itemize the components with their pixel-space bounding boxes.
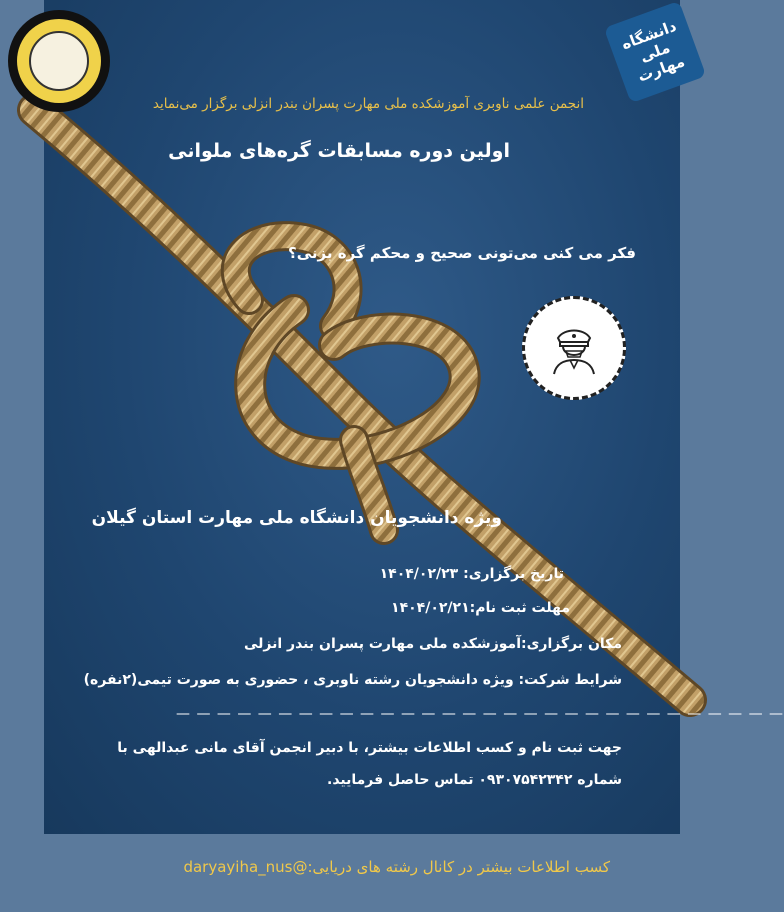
association-logo bbox=[8, 10, 110, 112]
registration-deadline: مهلت ثبت نام:۱۴۰۴/۰۲/۲۱ bbox=[391, 600, 570, 616]
page-title: اولین دوره مسابقات گره‌های ملوانی bbox=[168, 140, 510, 162]
contact-line-1: جهت ثبت نام و کسب اطلاعات بیشتر، با دبیر انجمن آقای مانی عبدالهی با bbox=[117, 740, 622, 756]
association-logo-ring bbox=[17, 19, 101, 103]
audience-text: ویژه دانشجویان دانشگاه ملی مهارت استان گیلان bbox=[91, 508, 502, 528]
emblem-icon bbox=[29, 31, 89, 91]
dashed-divider: — — — — — — — — — — — — — — — — — — — — — — — — — — — — — — bbox=[176, 706, 784, 722]
event-date: تاریخ برگزاری: ۱۴۰۴/۰۲/۲۳ bbox=[379, 566, 564, 582]
poster bbox=[44, 0, 784, 834]
contact-line-2: شماره ۰۹۳۰۷۵۴۲۳۴۲ تماس حاصل فرمایید. bbox=[327, 772, 622, 788]
footer-channel-text: کسب اطلاعات بیشتر در کانال رشته های دریایی:@daryayiha_nus bbox=[183, 858, 610, 876]
question-text: فکر می کنی می‌تونی صحیح و محکم گره بزنی؟ bbox=[288, 244, 636, 262]
university-logo-text: دانشگاه ملی مهارت bbox=[618, 16, 688, 86]
conditions-text: شرایط شرکت: ویژه دانشجویان رشته ناوبری ، حضوری به صورت تیمی(۲نفره) bbox=[83, 672, 622, 688]
organizer-line: انجمن علمی ناوبری آموزشکده ملی مهارت پسران بندر انزلی برگزار می‌نماید bbox=[152, 96, 584, 112]
venue-text: مکان برگزاری:آموزشکده ملی مهارت پسران بندر انزلی bbox=[243, 636, 622, 652]
sailor-badge bbox=[522, 296, 626, 400]
sailor-captain-icon bbox=[546, 320, 602, 376]
